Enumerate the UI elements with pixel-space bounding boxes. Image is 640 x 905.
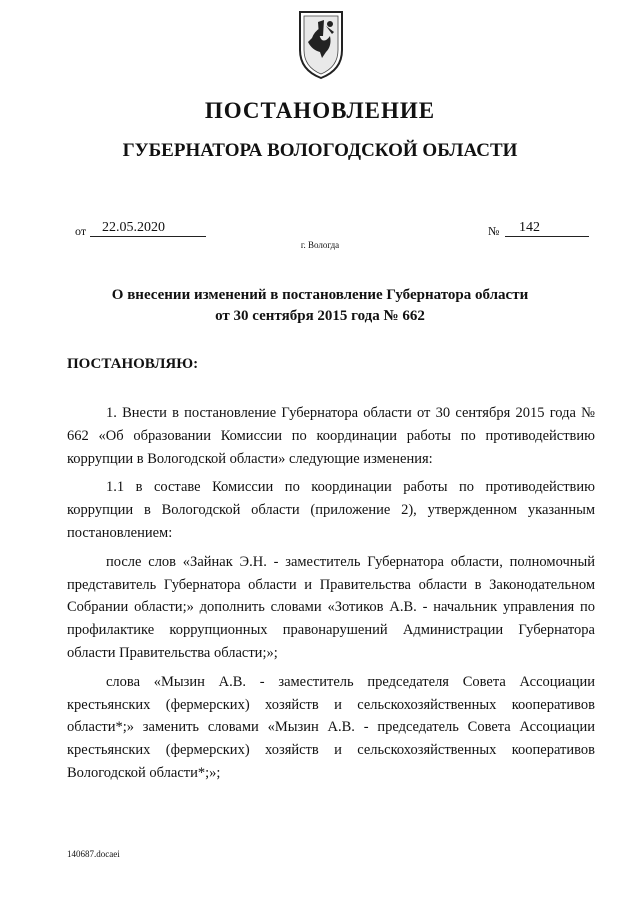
document-subject <box>60 285 580 327</box>
subject-line-1: О внесении изменений в постановление Губернатора области <box>111 287 529 303</box>
coat-of-arms-icon <box>296 6 346 82</box>
subject-line-2: от 30 сентября 2015 года № 662 <box>215 308 425 324</box>
document-date: 22.05.2020 <box>102 220 165 235</box>
paragraph: 1. Внести в постановление Губернатора области от 30 сентября 2015 года № 662 «Об образовании Комиссии по координации работы по противодействию коррупции в Вологодской области» следующие изменения: <box>67 405 595 467</box>
document-body <box>67 402 595 791</box>
file-reference: 140687.docaei <box>67 849 120 859</box>
paragraph: 1.1 в составе Комиссии по координации работы по противодействию коррупции в Вологодской области (приложение 2), утвержденном указанным постановлением: <box>67 479 595 541</box>
city-label: г. Вологда <box>300 240 340 250</box>
decree-heading: ПОСТАНОВЛЯЮ: <box>67 356 199 372</box>
number-underline <box>505 236 589 237</box>
document-number: 142 <box>519 220 540 235</box>
document-subtitle: ГУБЕРНАТОРА ВОЛОГОДСКОЙ ОБЛАСТИ <box>122 140 518 161</box>
number-label: № <box>488 224 500 238</box>
date-label: от <box>75 224 87 238</box>
paragraph: после слов «Зайнак Э.Н. - заместитель Губернатора области, полномочный представитель Губернатора области и Правительства области в Законодательном Собрании области;» дополнить словами «Зотиков А.В. - начальник управления по профилактике коррупционных правонарушений Администрации Губернатора области Правительства области;»; <box>67 553 595 661</box>
document-title: ПОСТАНОВЛЕНИЕ <box>204 98 436 123</box>
date-underline <box>90 236 206 237</box>
paragraph: слова «Мызин А.В. - заместитель председателя Совета Ассоциации крестьянских (фермерских) хозяйств и сельскохозяйственных кооперативов области*;» заменить словами «Мызин А.В. - председатель Совета Ассоциации крестьянских (фермерских) хозяйств и сельскохозяйственных кооперативов Вологодской области*;»; <box>67 673 595 781</box>
